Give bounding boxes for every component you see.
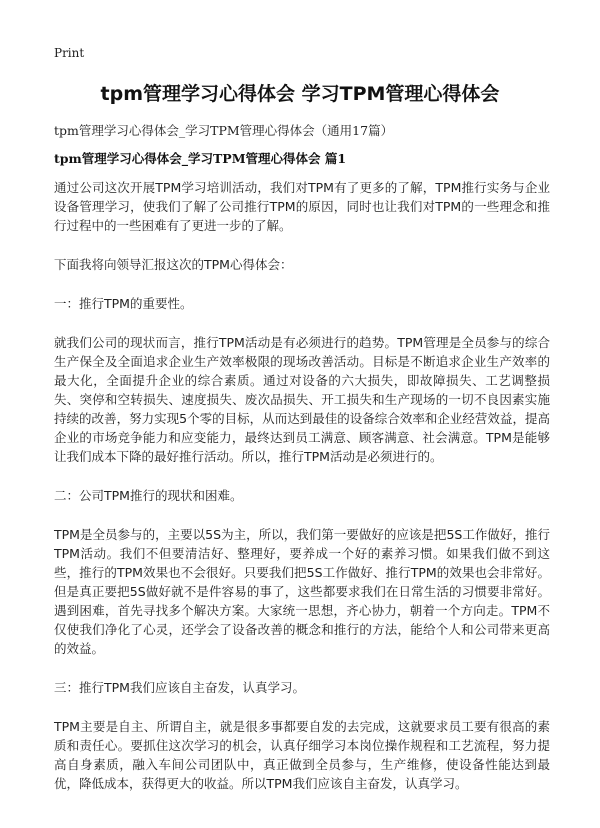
- paragraph-status: TPM是全员参与的，主要以5S为主，所以，我们第一要做好的应该是把5S工作做好，推行TPM活动。我们不但要清洁好、整理好，要养成一个好的素养习惯。如果我们做不到这些，推行的TPM效果也不会很好。只要我们把5S工作做好、推行TPM的效果也会非常好。但是真正要把5S做好就不是件容易的事了，这些都要求我们在日常生活的习惯要非常好。遇到困难，首先寻找多个解决方案。大家统一思想，齐心协力，朝着一个方向走。TPM不仅使我们净化了心灵，还学会了设备改善的概念和推行的方法，能给个人和公司带来更高的效益。: [54, 527, 550, 656]
- document-subtitle: tpm管理学习心得体会_学习TPM管理心得体会（通用17篇）: [54, 123, 394, 138]
- paragraph-heading-2: 二：公司TPM推行的现状和困难。: [54, 488, 243, 503]
- paragraph-heading-3: 三：推行TPM我们应该自主奋发，认真学习。: [54, 680, 305, 695]
- document-title: tpm管理学习心得体会 学习TPM管理心得体会: [100, 83, 500, 105]
- print-label: Print: [54, 46, 85, 60]
- paragraph-self-study: TPM主要是自主、所谓自主，就是很多事都要自发的去完成，这就要求员工要有很高的素质和责任心。要抓住这次学习的机会，认真仔细学习本岗位操作规程和工艺流程，努力提高自身素质，融入车间公司团队中，真正做到全员参与，生产维修，使设备性能达到最优，降低成本，获得更大的收益。所以TPM我们应该自主奋发，认真学习。: [54, 719, 550, 791]
- paragraph-intro: 通过公司这次开展TPM学习培训活动，我们对TPM有了更多的了解，TPM推行实务与企业设备管理学习，使我们了解了公司推行TPM的原因，同时也让我们对TPM的一些理念和推行过程中的一些困难有了更进一步的了解。: [54, 180, 550, 233]
- section-heading: tpm管理学习心得体会_学习TPM管理心得体会 篇1: [54, 151, 347, 166]
- paragraph-report-lead: 下面我将向领导汇报这次的TPM心得体会：: [54, 257, 293, 272]
- paragraph-importance: 就我们公司的现状而言，推行TPM活动是有必须进行的趋势。TPM管理是全员参与的综合生产保全及全面追求企业生产效率极限的现场改善活动。目标是不断追求企业生产效率的最大化，全面提升企业的综合素质。通过对设备的六大损失，即故障损失、工艺调整损失、突停和空转损失、速度损失、废次品损失、开工损失和生产现场的一切不良因素实施持续的改善，努力实现5个零的目标，从而达到最佳的设备综合效率和企业经营效益，提高企业的市场竞争能力和应变能力，最终达到员工满意、顾客满意、社会满意。TPM是能够让我们成本下降的最好推行活动。所以，推行TPM活动是必须进行的。: [54, 335, 550, 464]
- paragraph-heading-1: 一：推行TPM的重要性。: [54, 296, 193, 311]
- document-body: [54, 178, 550, 813]
